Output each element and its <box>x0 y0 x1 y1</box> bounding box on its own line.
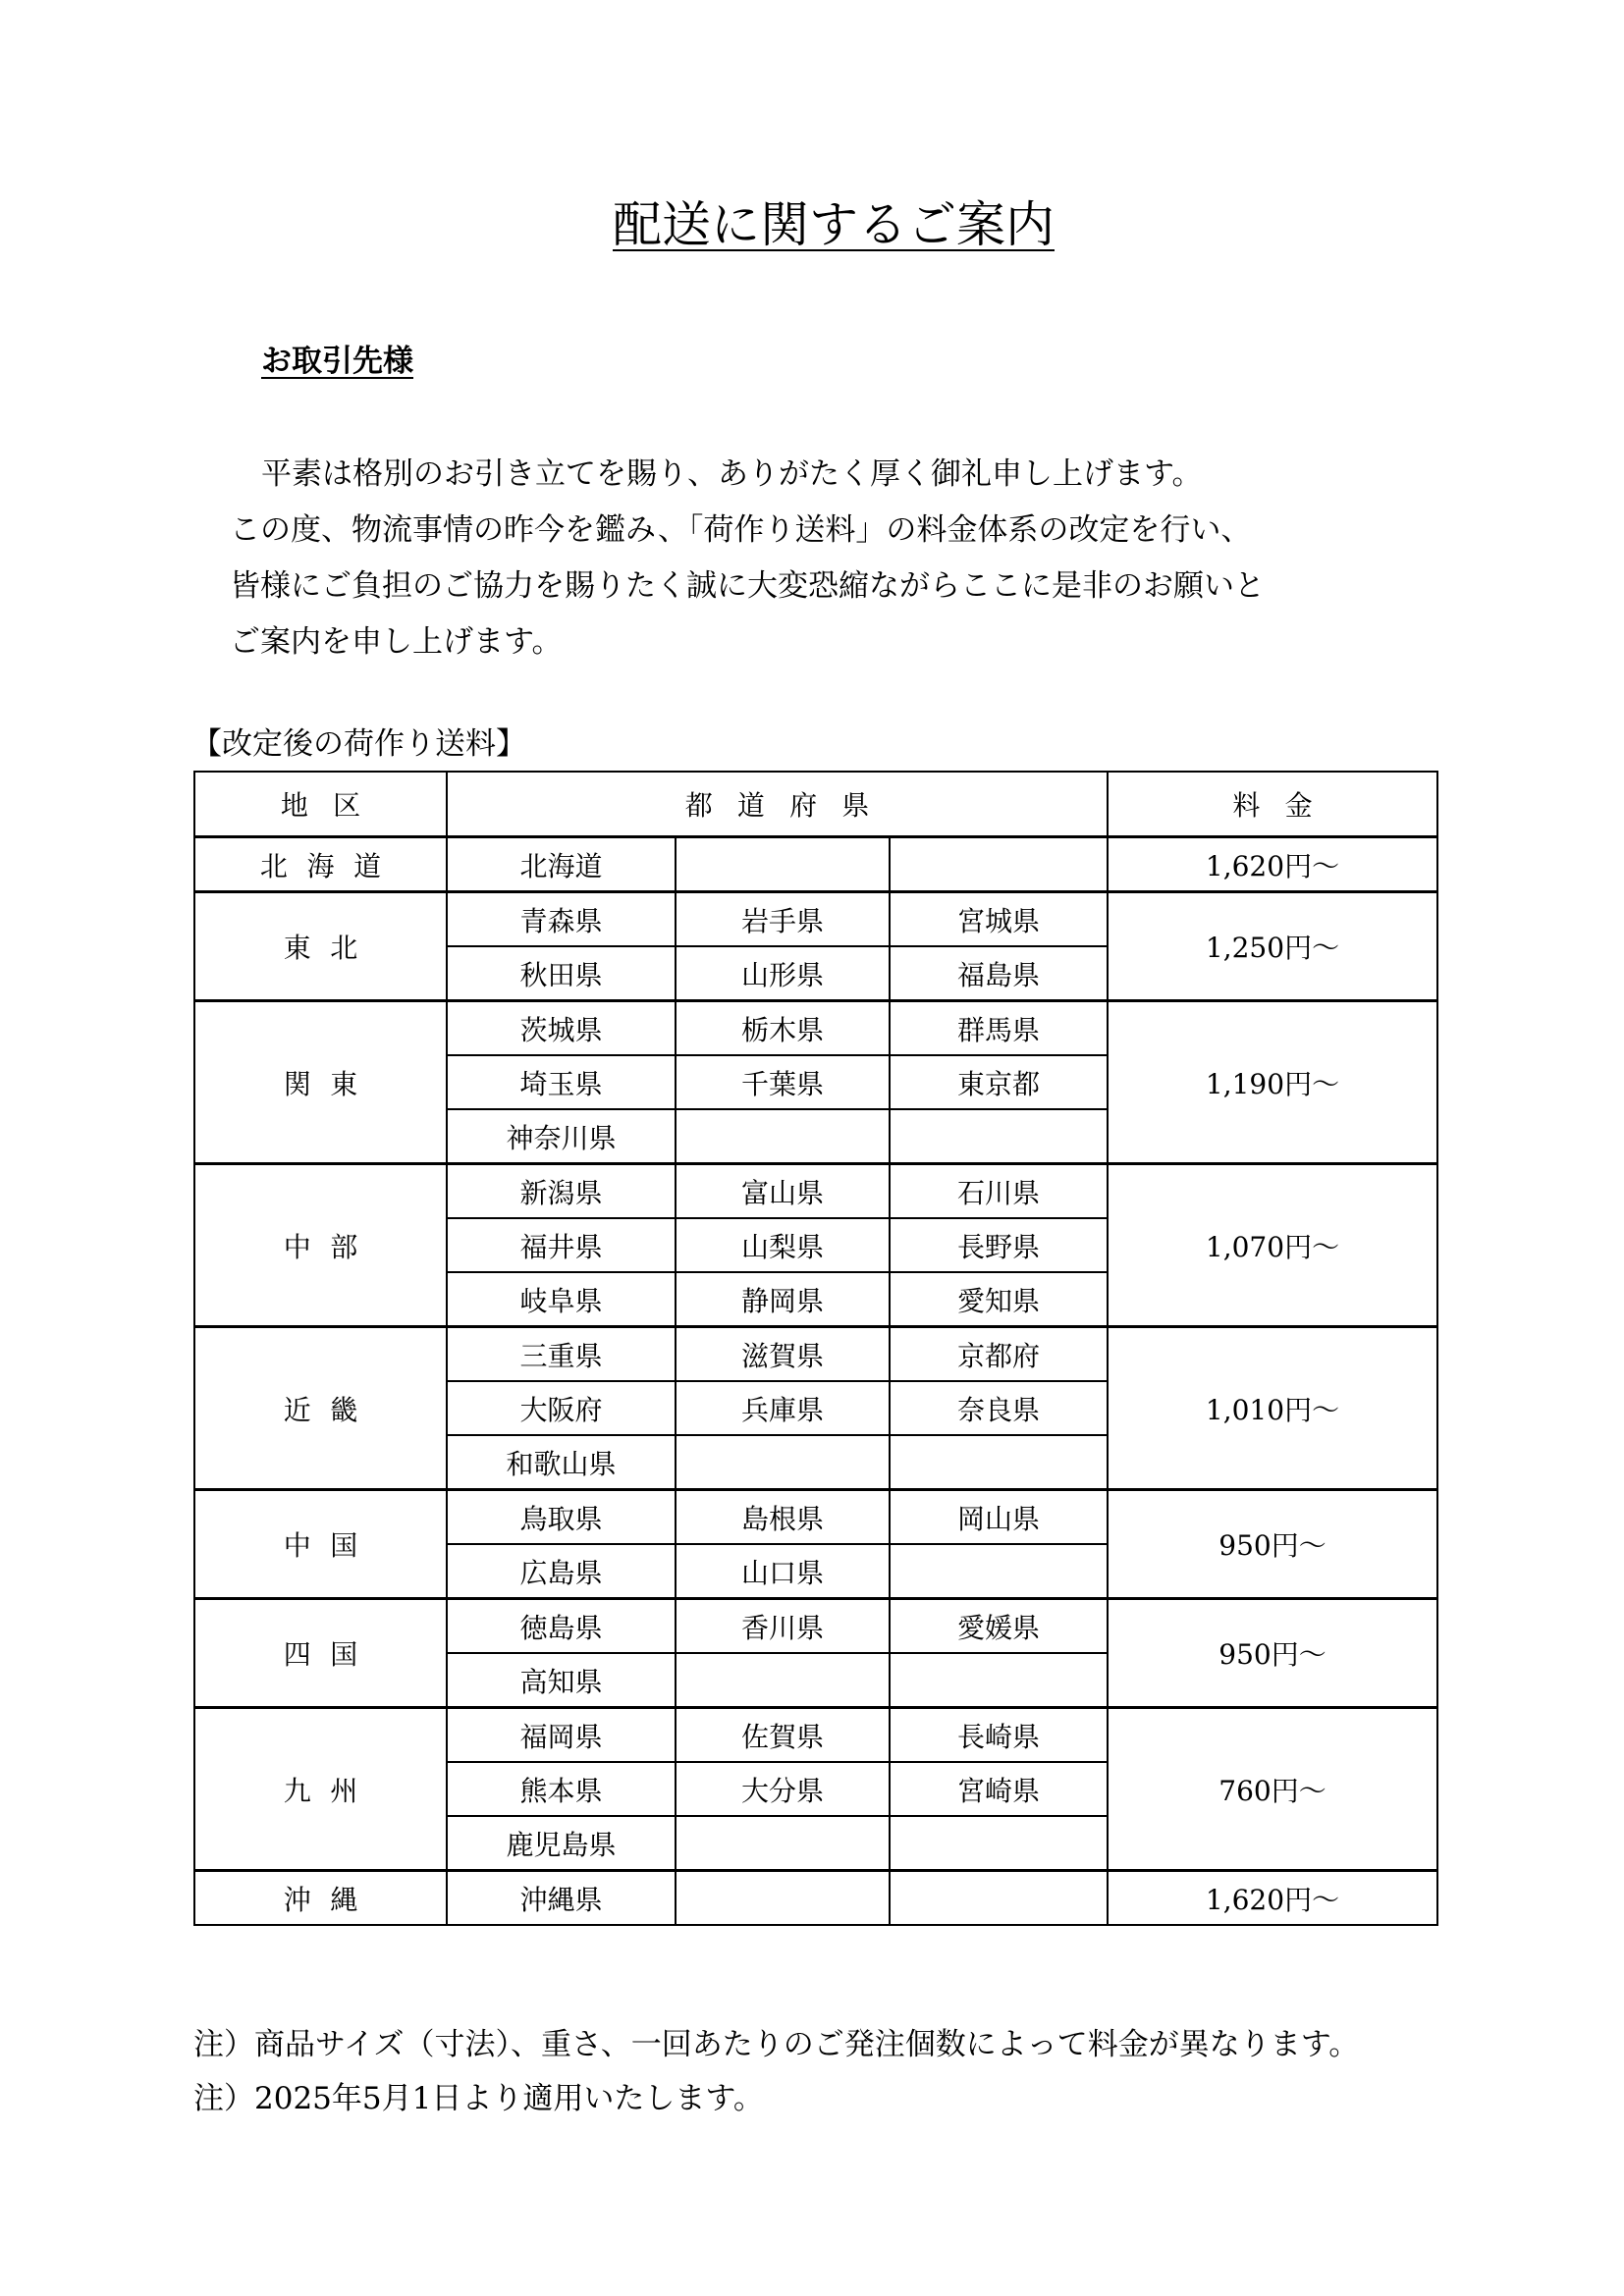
prefecture-cell: 秋田県 <box>447 946 676 1001</box>
region-cell: 四国 <box>194 1599 447 1708</box>
prefecture-cell <box>890 837 1108 892</box>
header-prefectures: 都道府県 <box>447 772 1108 837</box>
prefecture-cell <box>890 1816 1108 1871</box>
shipping-fee-table <box>193 771 1438 1926</box>
prefecture-cell: 宮崎県 <box>890 1762 1108 1816</box>
prefecture-cell: 富山県 <box>676 1164 890 1219</box>
prefecture-cell: 神奈川県 <box>447 1109 676 1164</box>
prefecture-cell: 高知県 <box>447 1653 676 1708</box>
prefecture-cell: 岩手県 <box>676 892 890 947</box>
note-line: 注）2025年5月1日より適用いたします。 <box>193 2081 764 2116</box>
table-body <box>194 837 1437 1926</box>
prefecture-cell <box>890 1109 1108 1164</box>
region-cell: 関東 <box>194 1001 447 1164</box>
prefecture-cell: 愛知県 <box>890 1272 1108 1327</box>
prefecture-cell: 青森県 <box>447 892 676 947</box>
prefecture-cell: 福島県 <box>890 946 1108 1001</box>
table-row <box>194 1001 1437 1056</box>
table-row <box>194 837 1437 892</box>
prefecture-cell <box>676 1871 890 1926</box>
prefecture-cell: 栃木県 <box>676 1001 890 1056</box>
region-cell: 北海道 <box>194 837 447 892</box>
intro-paragraph <box>230 447 1506 670</box>
prefecture-cell: 鳥取県 <box>447 1490 676 1545</box>
fee-cell: 1,250円～ <box>1108 892 1437 1001</box>
prefecture-cell <box>890 1871 1108 1926</box>
table-row <box>194 1599 1437 1654</box>
notes <box>193 2018 1359 2126</box>
prefecture-cell: 大阪府 <box>447 1381 676 1435</box>
table-row <box>194 892 1437 947</box>
document-title: 配送に関するご案内 <box>613 196 1055 253</box>
prefecture-cell: 北海道 <box>447 837 676 892</box>
prefecture-cell: 山口県 <box>676 1544 890 1599</box>
table-row <box>194 1708 1437 1763</box>
fee-cell: 1,070円～ <box>1108 1164 1437 1327</box>
prefecture-cell: 兵庫県 <box>676 1381 890 1435</box>
prefecture-cell <box>676 837 890 892</box>
prefecture-cell: 福岡県 <box>447 1708 676 1763</box>
prefecture-cell: 長野県 <box>890 1218 1108 1272</box>
prefecture-cell: 島根県 <box>676 1490 890 1545</box>
region-cell: 東北 <box>194 892 447 1001</box>
prefecture-cell: 静岡県 <box>676 1272 890 1327</box>
region-cell: 中部 <box>194 1164 447 1327</box>
region-cell: 近畿 <box>194 1327 447 1490</box>
table-caption: 【改定後の荷作り送料】 <box>191 726 526 762</box>
prefecture-cell: 岡山県 <box>890 1490 1108 1545</box>
prefecture-cell: 鹿児島県 <box>447 1816 676 1871</box>
fee-cell: 1,620円～ <box>1108 1871 1437 1926</box>
prefecture-cell: 京都府 <box>890 1327 1108 1382</box>
prefecture-cell: 沖縄県 <box>447 1871 676 1926</box>
prefecture-cell: 香川県 <box>676 1599 890 1654</box>
prefecture-cell: 埼玉県 <box>447 1055 676 1109</box>
prefecture-cell: 佐賀県 <box>676 1708 890 1763</box>
fee-cell: 1,010円～ <box>1108 1327 1437 1490</box>
fee-cell: 1,190円～ <box>1108 1001 1437 1164</box>
fee-cell: 950円～ <box>1108 1599 1437 1708</box>
prefecture-cell: 宮城県 <box>890 892 1108 947</box>
fee-cell: 1,620円～ <box>1108 837 1437 892</box>
prefecture-cell: 広島県 <box>447 1544 676 1599</box>
intro-line: この度、物流事情の昨今を鑑み、「荷作り送料」の料金体系の改定を行い、 <box>230 512 1252 548</box>
prefecture-cell <box>676 1109 890 1164</box>
intro-line: 皆様にご負担のご協力を賜りたく誠に大変恐縮ながらここに是非のお願いと <box>230 568 1265 604</box>
prefecture-cell: 和歌山県 <box>447 1435 676 1490</box>
prefecture-cell: 福井県 <box>447 1218 676 1272</box>
prefecture-cell: 東京都 <box>890 1055 1108 1109</box>
prefecture-cell: 石川県 <box>890 1164 1108 1219</box>
prefecture-cell <box>890 1435 1108 1490</box>
table-row <box>194 1164 1437 1219</box>
prefecture-cell: 三重県 <box>447 1327 676 1382</box>
table-row <box>194 1327 1437 1382</box>
region-cell: 中国 <box>194 1490 447 1599</box>
prefecture-cell <box>890 1544 1108 1599</box>
region-cell: 九州 <box>194 1708 447 1871</box>
intro-line: 平素は格別のお引き立てを賜り、ありがたく厚く御礼申し上げます。 <box>261 456 1203 492</box>
prefecture-cell: 大分県 <box>676 1762 890 1816</box>
prefecture-cell <box>676 1816 890 1871</box>
prefecture-cell: 群馬県 <box>890 1001 1108 1056</box>
prefecture-cell: 熊本県 <box>447 1762 676 1816</box>
prefecture-cell <box>676 1653 890 1708</box>
prefecture-cell <box>890 1653 1108 1708</box>
table-header-row <box>194 772 1437 837</box>
recipient-line: お取引先様 <box>261 344 413 379</box>
fee-cell: 950円～ <box>1108 1490 1437 1599</box>
prefecture-cell: 徳島県 <box>447 1599 676 1654</box>
prefecture-cell <box>676 1435 890 1490</box>
prefecture-cell: 愛媛県 <box>890 1599 1108 1654</box>
prefecture-cell: 新潟県 <box>447 1164 676 1219</box>
header-region: 地区 <box>194 772 447 837</box>
table-row <box>194 1490 1437 1545</box>
prefecture-cell: 奈良県 <box>890 1381 1108 1435</box>
prefecture-cell: 山形県 <box>676 946 890 1001</box>
intro-line: ご案内を申し上げます。 <box>230 624 563 660</box>
region-cell: 沖縄 <box>194 1871 447 1926</box>
prefecture-cell: 長崎県 <box>890 1708 1108 1763</box>
prefecture-cell: 岐阜県 <box>447 1272 676 1327</box>
prefecture-cell: 山梨県 <box>676 1218 890 1272</box>
prefecture-cell: 滋賀県 <box>676 1327 890 1382</box>
header-fee: 料金 <box>1108 772 1437 837</box>
prefecture-cell: 千葉県 <box>676 1055 890 1109</box>
table-row <box>194 1871 1437 1926</box>
note-line: 注）商品サイズ（寸法）、重さ、一回あたりのご発注個数によって料金が異なります。 <box>193 2027 1360 2062</box>
prefecture-cell: 茨城県 <box>447 1001 676 1056</box>
fee-cell: 760円～ <box>1108 1708 1437 1871</box>
